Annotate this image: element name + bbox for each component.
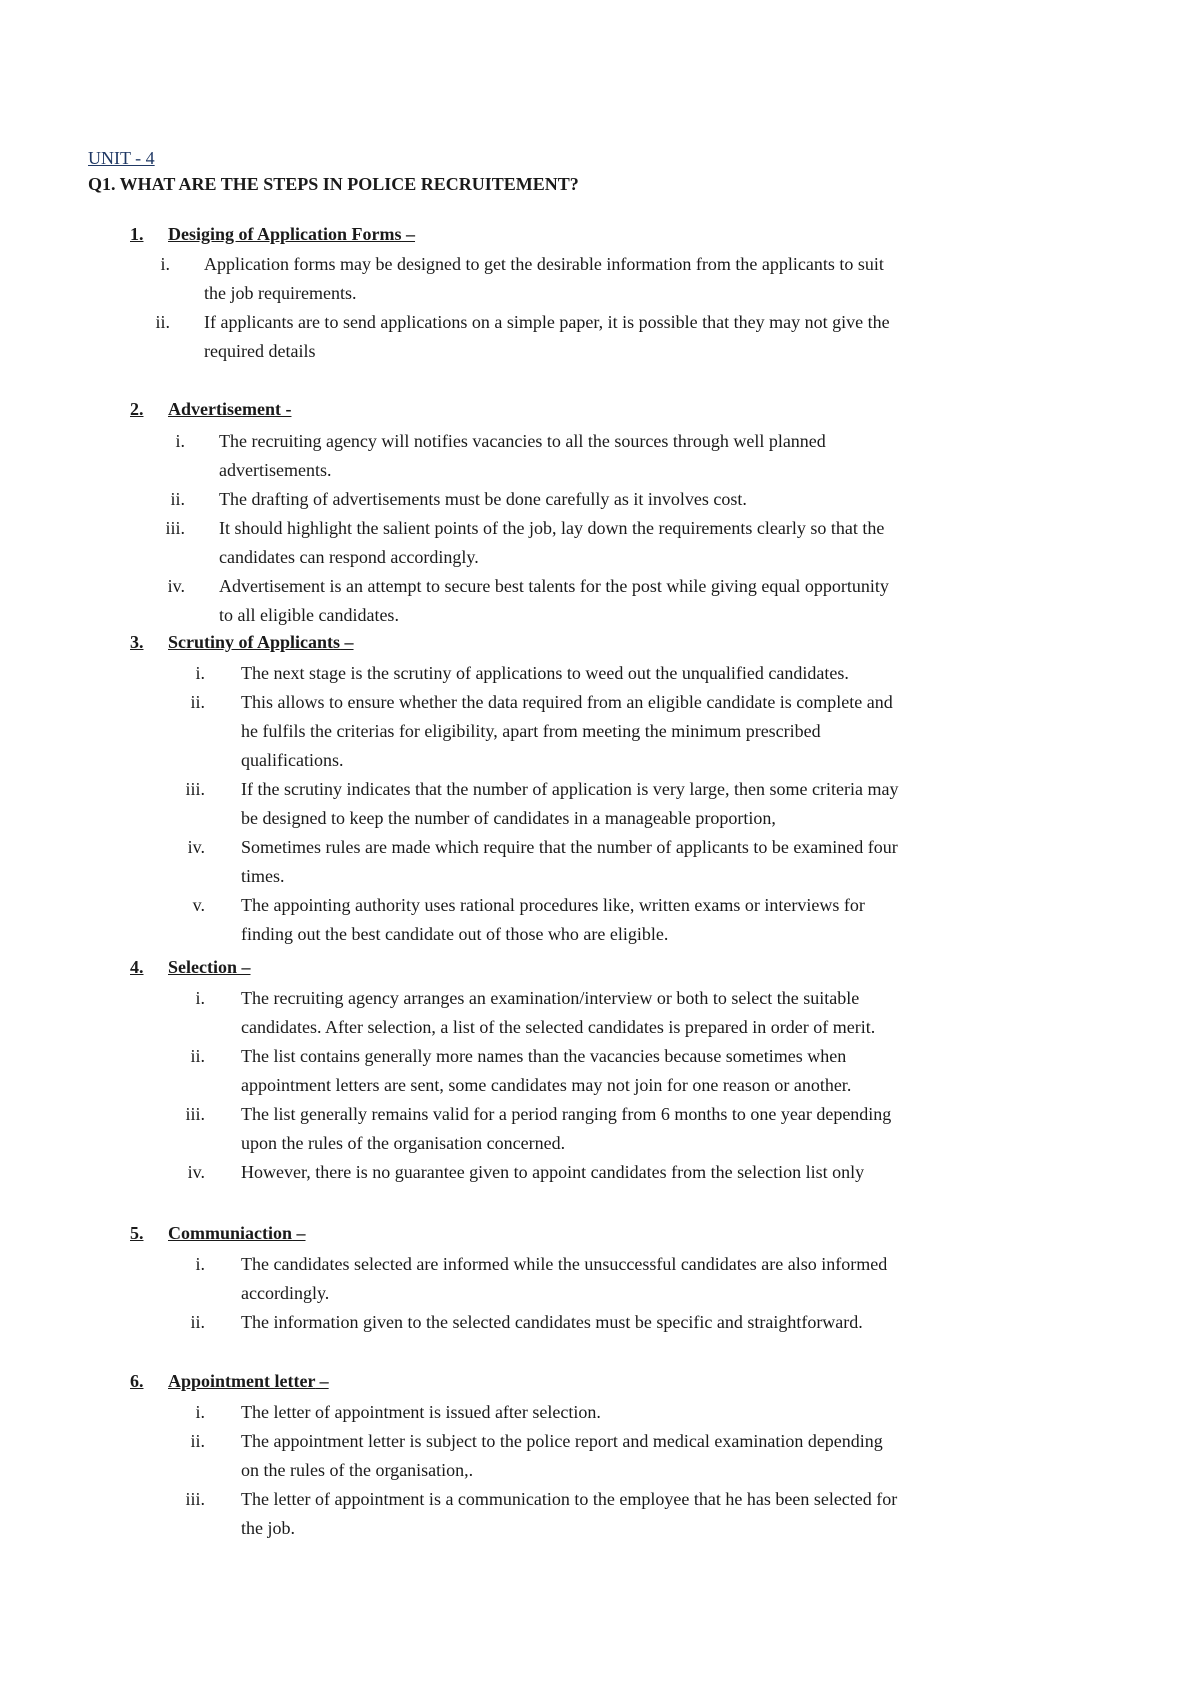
section-title-dash: - [280, 399, 292, 419]
section-title [130, 397, 291, 421]
list-item-text-line: Sometimes rules are made which require that the number of applicants to be examined four [241, 837, 898, 857]
section-title [130, 955, 251, 979]
list-item-text-line: the job. [241, 1518, 295, 1538]
list-item-text-line: The letter of appointment is issued after selection. [241, 1402, 601, 1422]
section-title-text: Communiaction [168, 1223, 293, 1243]
list-item-numeral: iii. [185, 1489, 205, 1509]
list-item-text-line: The list contains generally more names than the vacancies because sometimes when [241, 1046, 847, 1066]
section-title-text: Scrutiny of Applicants [168, 632, 341, 652]
list-item-numeral: iii. [185, 1104, 205, 1124]
list-item-text-line: Application forms may be designed to get the desirable information from the applicants to suit [204, 254, 884, 274]
list-item-numeral: i. [195, 663, 205, 683]
list-item-numeral: ii. [190, 1312, 205, 1332]
list-item-numeral: i. [160, 254, 170, 274]
section-title-dash: – [292, 1223, 306, 1243]
list-item-text-line: The appointment letter is subject to the police report and medical examination depending [241, 1431, 883, 1451]
list-item-numeral: ii. [190, 692, 205, 712]
list-item-text-line: The list generally remains valid for a period ranging from 6 months to one year depending [241, 1104, 892, 1124]
list-item-text-line: on the rules of the organisation,. [241, 1460, 474, 1480]
section-number: 4. [130, 957, 144, 977]
list-item-numeral: iv. [167, 576, 185, 596]
unit-heading: UNIT - 4 [88, 148, 155, 168]
list-item-text-line: the job requirements. [204, 283, 357, 303]
list-item-text-line: The recruiting agency arranges an examination/interview or both to select the suitable [241, 988, 860, 1008]
section-number: 2. [130, 399, 144, 419]
section-title-text: Appointment letter [168, 1371, 316, 1391]
section-title-dash: – [340, 632, 354, 652]
section-number: 1. [130, 224, 144, 244]
list-item-text-line: advertisements. [219, 460, 332, 480]
list-item-text-line: However, there is no guarantee given to appoint candidates from the selection list only [241, 1162, 865, 1182]
list-item-text-line: qualifications. [241, 750, 344, 770]
list-item-text-line: Advertisement is an attempt to secure best talents for the post while giving equal opportunity [219, 576, 889, 596]
list-item-text-line: appointment letters are sent, some candidates may not join for one reason or another. [241, 1075, 852, 1095]
section-title-dash: – [401, 224, 416, 244]
section-number: 5. [130, 1223, 144, 1243]
section-title [130, 630, 354, 654]
section-title [130, 222, 415, 246]
list-item-numeral: iii. [165, 518, 185, 538]
section-number: 6. [130, 1371, 144, 1391]
list-item-text-line: candidates can respond accordingly. [219, 547, 479, 567]
list-item-text-line: The next stage is the scrutiny of applications to weed out the unqualified candidates. [241, 663, 849, 683]
list-item-numeral: iv. [187, 837, 205, 857]
list-item-text-line: It should highlight the salient points of the job, lay down the requirements clearly so that the [219, 518, 885, 538]
list-item-text-line: If applicants are to send applications on a simple paper, it is possible that they may not give the [204, 312, 890, 332]
list-item-text-line: This allows to ensure whether the data required from an eligible candidate is complete and [241, 692, 893, 712]
list-item-text-line: required details [204, 341, 316, 361]
list-item-numeral: ii. [155, 312, 170, 332]
list-item-text-line: candidates. After selection, a list of the selected candidates is prepared in order of merit. [241, 1017, 876, 1037]
list-item-numeral: ii. [190, 1431, 205, 1451]
question-heading: Q1. WHAT ARE THE STEPS IN POLICE RECRUITEMENT? [88, 174, 579, 194]
list-item-text-line: The candidates selected are informed while the unsuccessful candidates are also informed [241, 1254, 888, 1274]
list-item-numeral: v. [192, 895, 205, 915]
list-item-text-line: be designed to keep the number of candidates in a manageable proportion, [241, 808, 776, 828]
list-item-text-line: to all eligible candidates. [219, 605, 399, 625]
list-item-numeral: iv. [187, 1162, 205, 1182]
list-item-text-line: upon the rules of the organisation concerned. [241, 1133, 566, 1153]
section-title-dash: – [315, 1371, 329, 1391]
list-item-numeral: iii. [185, 779, 205, 799]
list-item-numeral: ii. [170, 489, 185, 509]
list-item-text-line: times. [241, 866, 285, 886]
list-item-text-line: If the scrutiny indicates that the number of application is very large, then some criteria may [241, 779, 899, 799]
list-item-text-line: The recruiting agency will notifies vacancies to all the sources through well planned [219, 431, 826, 451]
list-item-numeral: i. [195, 1402, 205, 1422]
list-item-numeral: i. [195, 1254, 205, 1274]
section-title-text: Advertisement [168, 399, 281, 419]
list-item-text-line: he fulfils the criterias for eligibility, apart from meeting the minimum prescribed [241, 721, 821, 741]
list-item-numeral: i. [175, 431, 185, 451]
section-title-text: Selection [168, 957, 237, 977]
section-title [130, 1369, 329, 1393]
list-item-numeral: i. [195, 988, 205, 1008]
list-item-text-line: accordingly. [241, 1283, 330, 1303]
section-title-text: Desiging of Application Forms [168, 224, 402, 244]
section-number: 3. [130, 632, 144, 652]
list-item-text-line: finding out the best candidate out of those who are eligible. [241, 924, 669, 944]
section-title [130, 1221, 306, 1245]
list-item-text-line: The information given to the selected candidates must be specific and straightforward. [241, 1312, 863, 1332]
list-item-text-line: The appointing authority uses rational procedures like, written exams or interviews for [241, 895, 865, 915]
list-item-text-line: The letter of appointment is a communication to the employee that he has been selected for [241, 1489, 898, 1509]
list-item-text-line: The drafting of advertisements must be done carefully as it involves cost. [219, 489, 747, 509]
list-item-numeral: ii. [190, 1046, 205, 1066]
section-title-dash: – [237, 957, 251, 977]
